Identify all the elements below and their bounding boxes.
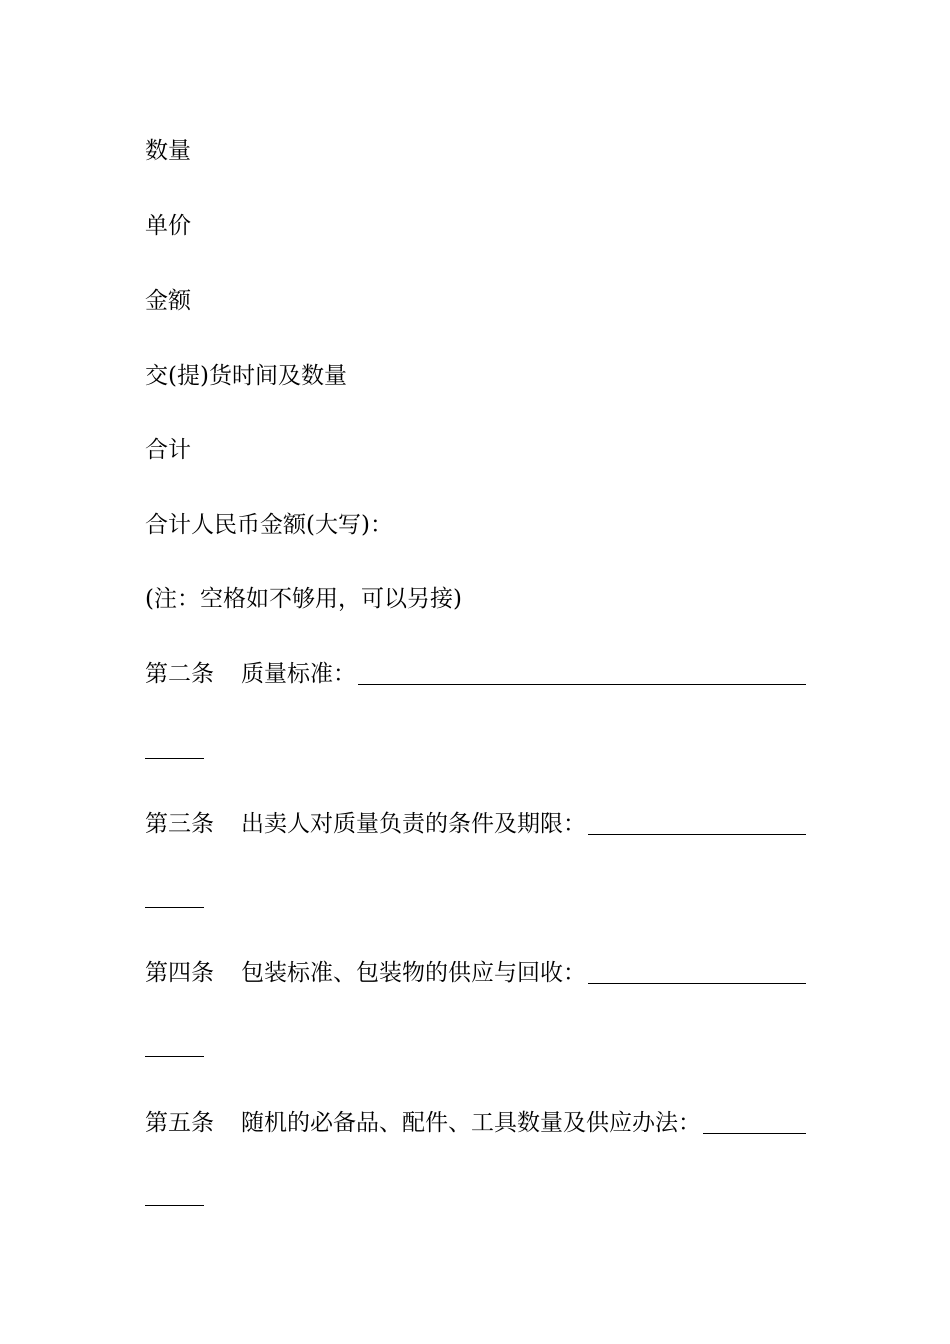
note-text: (注：空格如不够用，可以另接) <box>145 586 462 612</box>
label-total-rmb: 合计人民币金额(大写)： <box>145 512 393 538</box>
clause-5 <box>145 1108 806 1138</box>
label-quantity: 数量 <box>145 138 191 164</box>
label-unit-price: 单价 <box>145 213 191 239</box>
clause-text: 质量标准： <box>241 661 356 687</box>
clause-2 <box>145 659 806 689</box>
fill-in-blank[interactable] <box>703 1133 806 1134</box>
label-amount: 金额 <box>145 288 191 314</box>
fill-in-blank[interactable] <box>358 684 806 685</box>
clause-number: 第三条 <box>145 811 214 837</box>
clause-text: 出卖人对质量负责的条件及期限： <box>241 811 586 837</box>
fill-in-blank[interactable] <box>588 834 806 835</box>
clause-text: 随机的必备品、配件、工具数量及供应办法： <box>241 1110 701 1136</box>
clause-3 <box>145 809 806 839</box>
fill-in-blank-continuation[interactable] <box>145 907 204 908</box>
fill-in-blank-continuation[interactable] <box>145 1205 204 1206</box>
fill-in-blank-continuation[interactable] <box>145 758 204 759</box>
label-total: 合计 <box>145 437 191 463</box>
clause-number: 第五条 <box>145 1110 214 1136</box>
clause-number: 第二条 <box>145 661 214 687</box>
fill-in-blank[interactable] <box>588 983 806 984</box>
clause-4 <box>145 958 806 988</box>
fill-in-blank-continuation[interactable] <box>145 1056 204 1057</box>
label-delivery-time: 交(提)货时间及数量 <box>145 363 347 389</box>
clause-number: 第四条 <box>145 960 214 986</box>
clause-text: 包装标准、包装物的供应与回收： <box>241 960 586 986</box>
